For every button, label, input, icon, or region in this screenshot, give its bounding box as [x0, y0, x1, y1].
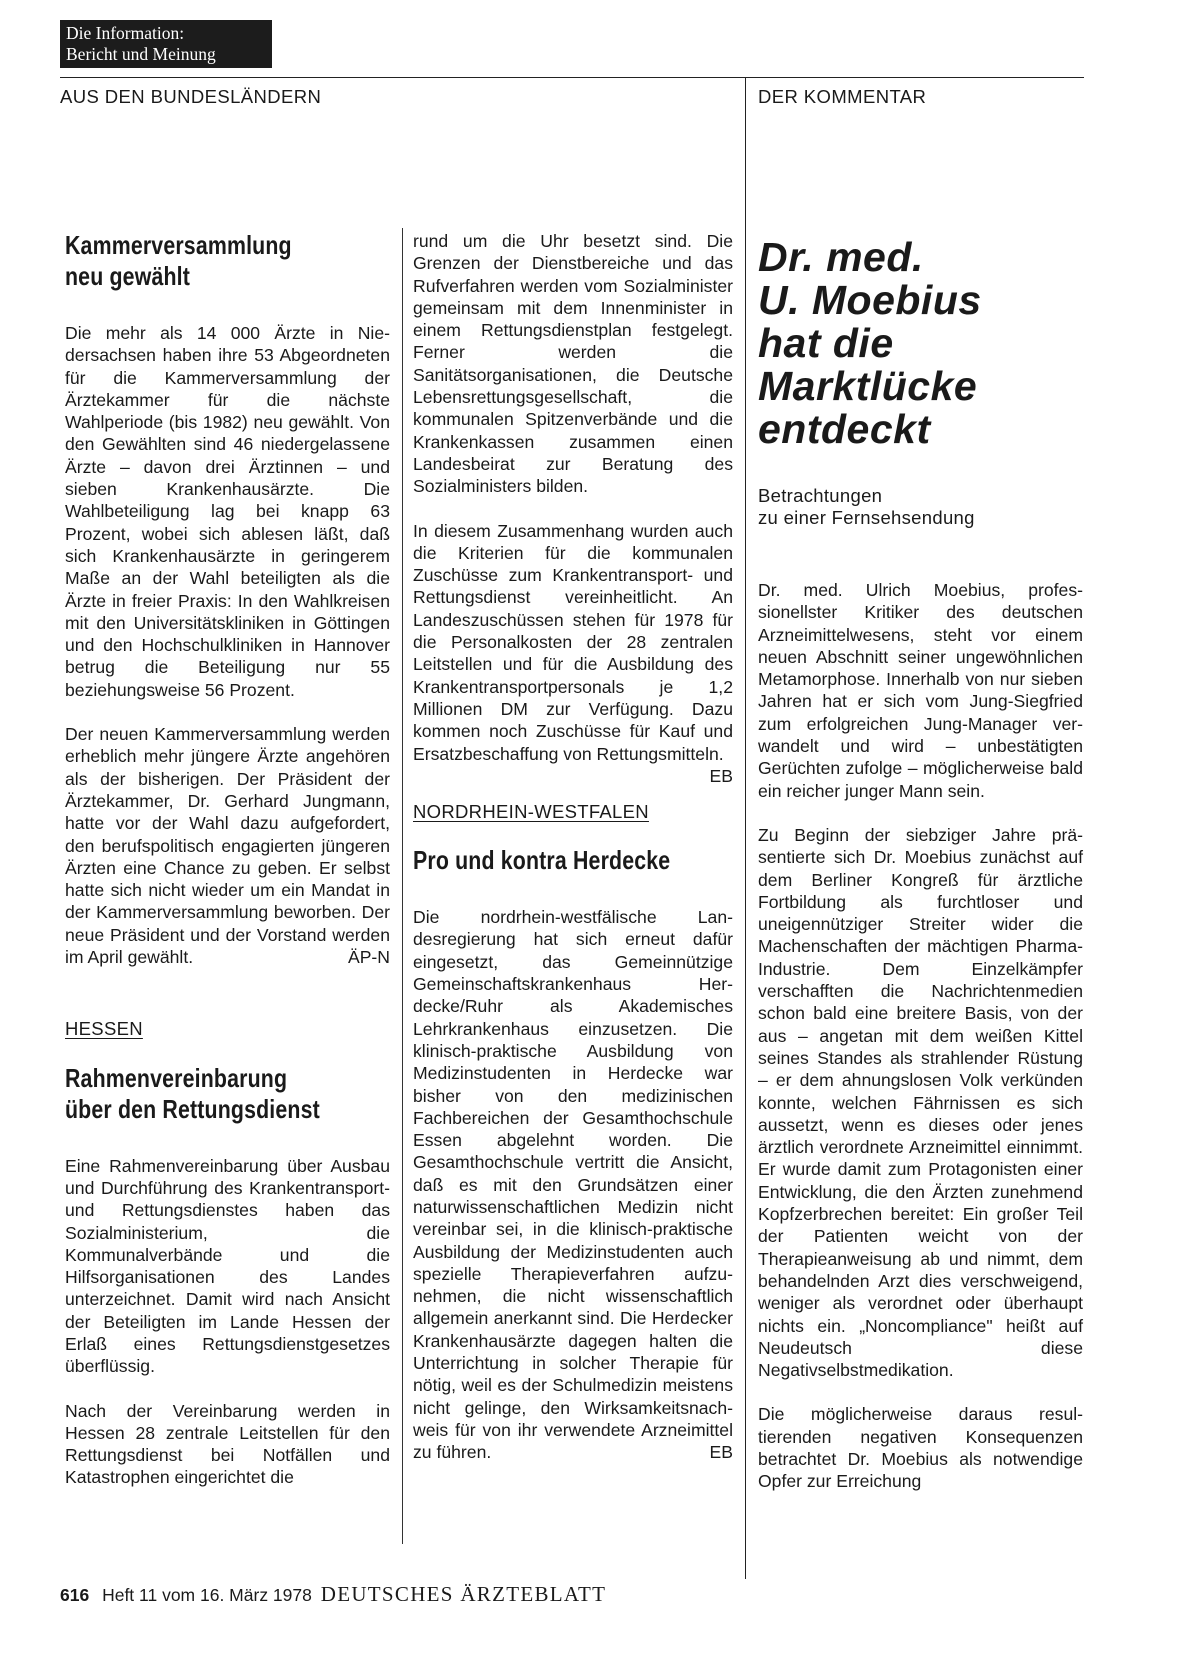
article-paragraph: Der neuen Kammerversammlung werden erheblich mehr jüngere Ärzte angehören als der bisherigen. Der Präsident der Ärztekammer, Dr. Gerhard Jungmann, hatte vor der Wahl dazu aufgefordert, den berufspolitisch engagierten jüngeren Ärzten eine Chance zu geben. Er selbst hatte sich nicht wieder um ein Mandat in der Kammerversammlung beworben. Der neue Präsident und der Vorstand werden im April gewählt. ÄP-N	[65, 724, 390, 968]
masthead-box	[60, 20, 272, 68]
article-paragraph: Dr. med. Ulrich Moebius, professionellster Kritiker des deutschen Arzneimittelwesens, steht vor einem neuen Abschnitt seiner ungewöhnlichen Metamorphose. Innerhalb von nur sieben Jahren hat er sich vom Jung-Siegfried zum erfolgreichen Jung-Manager verwandelt und wird – unbestätigten Gerüchten zufolge – möglicherweise bald ein reicher junger Mann sein.	[758, 580, 1083, 801]
commentary-subtitle: Betrachtungen zu einer Fernsehsendung	[758, 485, 975, 528]
top-rule	[60, 77, 1084, 78]
page-number: 616	[60, 1585, 90, 1605]
page-footer	[60, 1582, 606, 1607]
article-headline-kammerversammlung: Kammerversammlung neu gewählt	[65, 230, 292, 291]
masthead-line1: Die Information:	[66, 23, 185, 43]
author-signature: EB	[709, 765, 733, 786]
author-signature: ÄP-N	[347, 947, 390, 968]
commentary-divider	[745, 77, 746, 1579]
region-label-hessen: HESSEN	[65, 1018, 143, 1040]
article-paragraph: Eine Rahmenvereinbarung über Ausbau und Durchführung des Krankentransport- und Rettungsdienstes haben das Sozialministerium, die Kommunalverbände und die Hilfsorganisationen des Landes unterzeichnet. Damit wird nach Ansicht der Beteiligten im Lande Hessen der Erlaß eines Rettungsdienstgesetzes überflüssig.	[65, 1155, 390, 1377]
column-1	[65, 230, 390, 1489]
article-paragraph: Die mehr als 14 000 Ärzte in Niedersachsen haben ihre 53 Abgeordneten für die Kammerversammlung der Ärztekammer für die nächste Wahlperiode (bis 1982) neu gewählt. Von den Gewählten sind 46 niedergelassene Ärzte – davon drei Ärztinnen – und sieben Krankenhausärzte. Die Wahlbeteiligung lag bei knapp 63 Prozent, wobei sich ablesen läßt, daß sich Krankenhausärzte in geringerem Maße an der Wahl beteiligten als die Ärzte in freier Praxis: In den Wahlkreisen mit den Universitätskliniken in Göttingen und den Hochschulkliniken in Hannover betrug die Beteiligung nur 55 beziehungsweise 56 Prozent.	[65, 323, 390, 700]
issue-info: Heft 11 vom 16. März 1978	[102, 1585, 312, 1605]
region-label-nrw: NORDRHEIN-WESTFALEN	[413, 800, 649, 822]
commentary-headline: Dr. med. U. Moebius hat die Marktlücke entdeckt	[758, 234, 982, 452]
article-headline-herdecke: Pro und kontra Herdecke	[413, 845, 671, 876]
masthead-line2: Bericht und Meinung	[66, 44, 216, 64]
article-paragraph: Nach der Vereinbarung werden in Hessen 28 zentrale Leitstellen für den Rettungsdienst bei Notfällen und Katastrophen eingerichtet die	[65, 1400, 390, 1488]
article-paragraph: Die möglicherweise daraus resultierenden negativen Konsequenzen betrachtet Dr. Moebius als notwendige Opfer zur Erreichung	[758, 1404, 1083, 1492]
author-signature: EB	[709, 1442, 733, 1463]
commentary-column	[758, 236, 1083, 1493]
section-label-left: AUS DEN BUNDESLÄNDERN	[60, 86, 322, 107]
section-label-right: DER KOMMENTAR	[758, 86, 927, 107]
column-rule-1	[402, 228, 403, 1544]
article-headline-rahmenvereinbarung: Rahmenvereinbarung über den Rettungsdienst	[65, 1062, 320, 1124]
article-paragraph: Die nordrhein-westfälische Landesregierung hat sich erneut dafür eingesetzt, das Gemeinnützige Gemeinschaftskrankenhaus Herdecke/Ruhr als Akademisches Lehrkrankenhaus einzusetzen. Die klinisch-praktische Ausbildung von Medizinstudenten in Herdecke war bisher von den medizinischen Fachbereichen der Gesamthochschule Essen abgelehnt worden. Die Gesamthochschule vertritt die Ansicht, daß es mit den Grundsätzen einer naturwissenschaftlichen Medizin nicht vereinbar sei, in die klinisch-praktische Ausbildung der Medizinstudenten auch spezielle Therapieverfahren aufzunehmen, die nicht wissenschaftlich allgemein anerkannt sind. Die Herdecker Krankenhausärzte dagegen halten die Unterrichtung in solcher Therapie für nötig, weil es der Schulmedizin meistens nicht gelinge, den Wirksamkeitsnachweis für von ihr verwendete Arzneimittel zu führen. EB	[413, 907, 733, 1463]
journal-title: DEUTSCHES ÄRZTEBLATT	[320, 1582, 607, 1606]
article-paragraph: In diesem Zusammenhang wurden auch die Kriterien für die kommunalen Zuschüsse zum Krankentransport- und Rettungsdienst vereinheitlicht. An Landeszuschüssen stehen für 1978 für die Personalkosten der 28 zentralen Leitstellen und für die Ausbildung des Krankentransportpersonals je 1,2 Millionen DM zur Verfügung. Dazu kommen noch Zuschüsse für Kauf und Ersatzbeschaffung von Rettungsmitteln. EB	[413, 520, 733, 786]
article-paragraph: Zu Beginn der siebziger Jahre präsentierte sich Dr. Moebius zunächst auf dem Berliner Kongreß für ärztliche Fortbildung als furchtloser und uneigennütziger Streiter wider die Machenschaften der mächtigen Pharma-Industrie. Dem Einzelkämpfer verschafften die Nachrichtenmedien schon bald eine breitere Basis, von der aus – angetan mit dem weißen Kittel seines Standes als strahlender Rüstung – er dem ahnungslosen Volk verkünden konnte, welchen Fährnissen es sich aussetzt, wenn es dieses oder jenes ärztlich verordnete Arzneimittel einnimmt. Er wurde damit zum Protagonisten einer Entwicklung, die den Ärzten zunehmend Kopfzerbrechen bereitet: Ein großer Teil der Patienten weicht von der Therapieanweisung ab und nimmt, dem behandelnden Arzt dies verschweigend, weniger als verordnet oder überhaupt nichts ein. „Noncompliance" heißt auf Neudeutsch diese Negativselbstmedikation.	[758, 824, 1083, 1381]
article-paragraph: rund um die Uhr besetzt sind. Die Grenzen der Dienstbereiche und das Rufverfahren werden vom Sozialminister gemeinsam mit dem Innenminister in einem Rettungsdienstplan festgelegt. Ferner werden die Sanitätsorganisationen, die Deutsche Lebensrettungsgesellschaft, die kommunalen Spitzenverbände und die Krankenkassen zusammen einen Landesbeirat zur Beratung des Sozialministers bilden.	[413, 231, 733, 497]
column-2	[413, 230, 733, 1464]
